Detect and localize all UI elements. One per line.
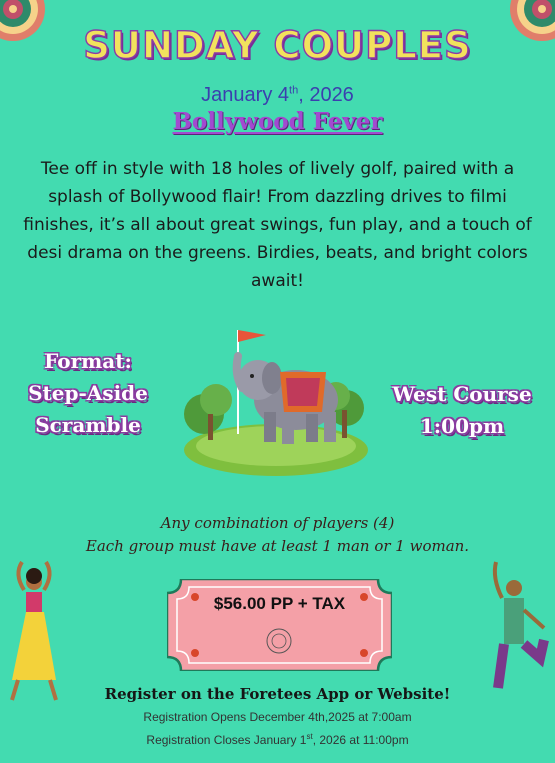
tee-time: 1:00pm: [419, 414, 505, 438]
course-name: West Course: [392, 382, 532, 406]
format-info: [8, 345, 168, 441]
course-info: [372, 378, 552, 442]
elephant-golf-illustration: [176, 322, 376, 482]
format-label: Format:: [44, 349, 132, 373]
format-value-2: Scramble: [35, 413, 141, 437]
event-title: SUNDAY COUPLES: [83, 24, 472, 67]
register-cta: Register on the Foretees App or Website!: [104, 685, 451, 703]
price-label: $56.00 PP + TAX: [213, 594, 346, 613]
registration-opens: Registration Opens December 4th,2025 at 7:00am: [143, 710, 412, 724]
registration-closes: Registration Closes January 1st, 2026 at 11:00pm: [146, 732, 409, 747]
player-rule-1: Any combination of players (4): [160, 514, 395, 532]
event-description: Tee off in style with 18 holes of lively golf, paired with a splash of Bollywood flair! From dazzling drives to filmi finishes, it’s all about great swings, fun play, and a touch of desi drama on the greens. Birdies, beats, and bright colors await!: [23, 159, 532, 291]
dancer-man-illustration: [484, 558, 550, 706]
event-date: January 4th, 2026: [201, 84, 354, 106]
player-rules: [0, 512, 555, 558]
player-rule-2: Each group must have at least 1 man or 1 woman.: [85, 537, 470, 555]
format-value-1: Step-Aside: [28, 381, 148, 405]
event-theme: Bollywood Fever: [172, 108, 383, 135]
price-ticket: [167, 579, 392, 671]
